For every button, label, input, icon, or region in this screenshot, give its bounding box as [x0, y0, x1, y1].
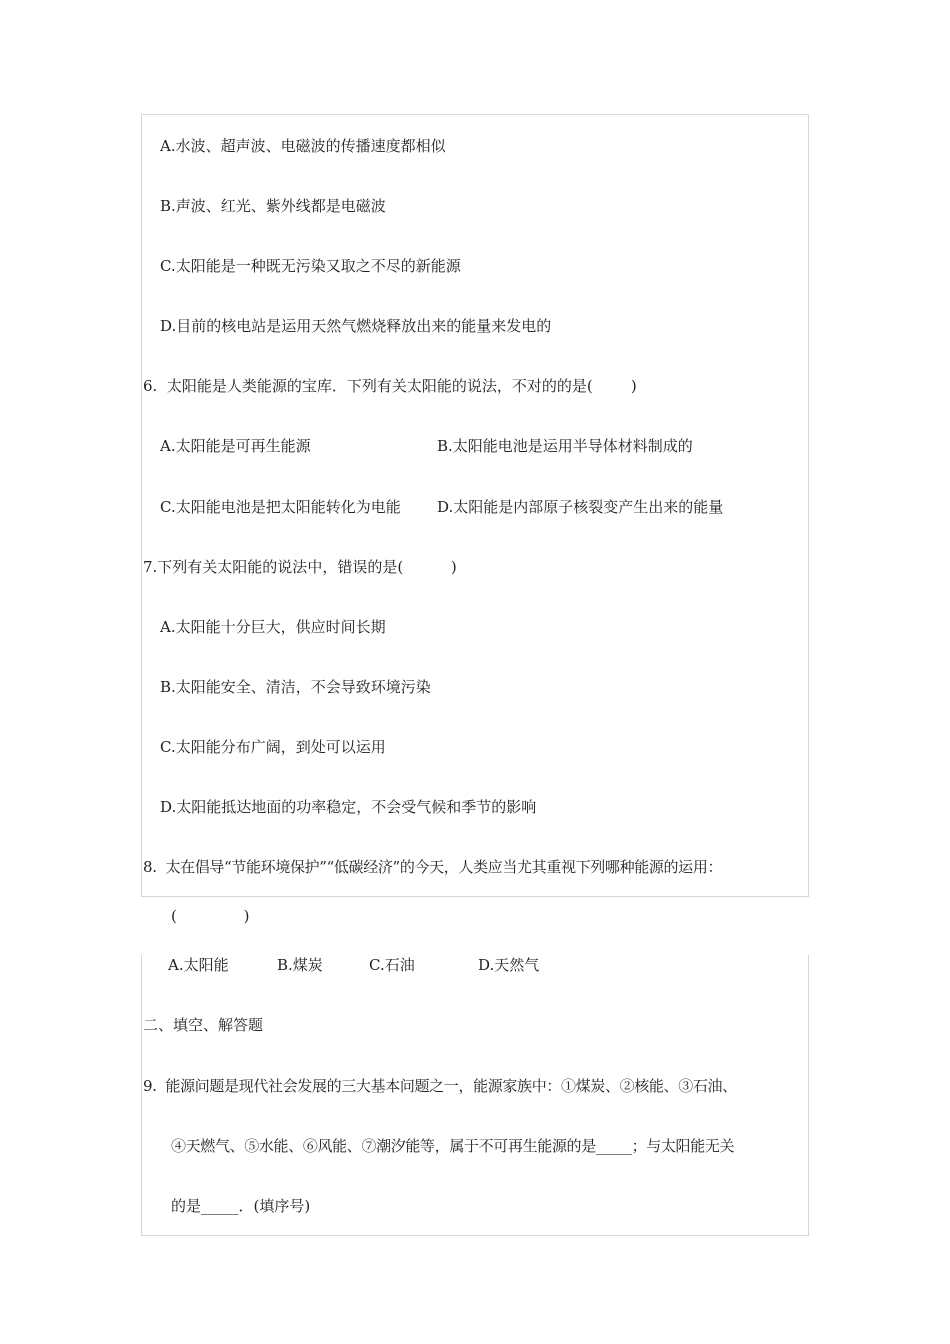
- q8-answer-paren: ( ): [171, 907, 250, 925]
- q5-option-c: C.太阳能是一种既无污染又取之不尽的新能源: [160, 257, 461, 275]
- q9-line-2: ④天燃气、⑤水能、⑥风能、⑦潮汐能等，属于不可再生能源的是_____；与太阳能无关: [171, 1137, 735, 1155]
- q8-option-b: B.煤炭: [277, 956, 323, 974]
- q5-option-b: B.声波、红光、紫外线都是电磁波: [160, 197, 386, 215]
- q7-option-b: B.太阳能安全、清洁，不会导致环境污染: [160, 678, 431, 696]
- q8-stem: 8. 太在倡导“节能环境保护”“低碳经济”的今天，人类应当尤其重视下列哪种能源的运用：: [143, 858, 723, 876]
- q6-option-d: D.太阳能是内部原子核裂变产生出来的能量: [437, 498, 724, 516]
- q7-option-c: C.太阳能分布广阔，到处可以运用: [160, 738, 386, 756]
- answer-box-left-border: [141, 955, 142, 1236]
- q7-stem: 7.下列有关太阳能的说法中，错误的是( ): [143, 558, 457, 576]
- q5-option-d: D.目前的核电站是运用天然气燃烧释放出来的能量来发电的: [160, 317, 552, 335]
- q7-option-d: D.太阳能抵达地面的功率稳定，不会受气候和季节的影响: [160, 798, 537, 816]
- q5-option-a: A.水波、超声波、电磁波的传播速度都相似: [160, 137, 446, 155]
- section-title: 二、填空、解答题: [143, 1016, 264, 1034]
- q7-option-a: A.太阳能十分巨大，供应时间长期: [160, 618, 386, 636]
- q9-line-1: 9. 能源问题是现代社会发展的三大基本问题之一，能源家族中：①煤炭、②核能、③石油、: [143, 1077, 737, 1095]
- answer-box-right-border: [808, 955, 809, 1236]
- q6-option-a: A.太阳能是可再生能源: [160, 437, 311, 455]
- answer-box-bottom-border: [141, 1235, 809, 1236]
- q8-option-d: D.天然气: [478, 956, 540, 974]
- q8-option-a: A.太阳能: [168, 956, 229, 974]
- q6-stem: 6. 太阳能是人类能源的宝库．下列有关太阳能的说法，不对的的是( ): [143, 377, 637, 395]
- q6-option-b: B.太阳能电池是运用半导体材料制成的: [437, 437, 693, 455]
- q6-option-c: C.太阳能电池是把太阳能转化为电能: [160, 498, 401, 516]
- q8-option-c: C.石油: [369, 956, 415, 974]
- q9-line-3: 的是_____．(填序号): [171, 1197, 311, 1215]
